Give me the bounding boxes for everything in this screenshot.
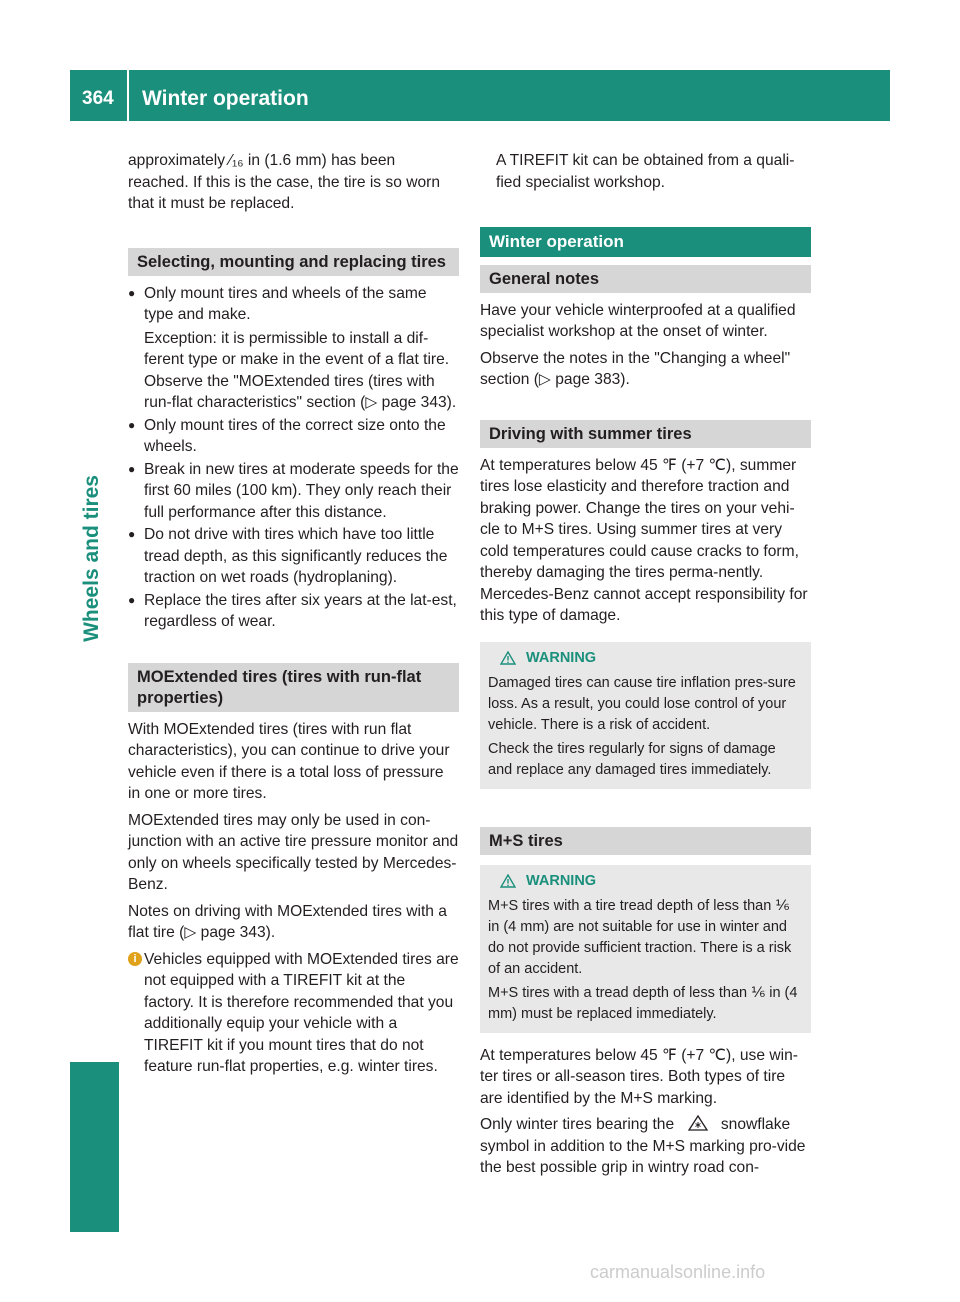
selecting-list [128, 283, 459, 633]
left-column [128, 150, 459, 1078]
info-icon: i [128, 952, 142, 966]
side-chapter-label: Wheels and tires [80, 475, 103, 642]
moextended-paragraph-1: With MOExtended tires (tires with run flat characteristics), you can continue to drive your vehicle even if there is a total loss of pressure in one or more tires. [128, 720, 450, 802]
right-column [480, 150, 811, 1184]
bullet-icon: ● [128, 285, 136, 300]
section-heading: Winter operation [480, 227, 811, 257]
page-number: 364 [82, 88, 114, 109]
moextended-paragraph-2: MOExtended tires may only be used in con-junction with an active tire pressure monitor and only on wheels specifically tested by Mercedes-Benz. [128, 811, 459, 893]
ms-tires-heading: M+S tires [480, 827, 811, 855]
list-item: ● Do not drive with tires which have too little tread depth, as this significantly reduces the traction on wet roads (hydroplaning). [128, 526, 448, 586]
watermark: carmanualsonline.info [590, 1262, 766, 1282]
ms-paragraph-2: Only winter tires bearing the snowflake symbol in addition to the M+S marking pro-vide the best possible grip in wintry road con- [480, 1116, 806, 1176]
ms-paragraph-1: At temperatures below 45 ℉ (+7 ℃), use win-ter tires or all-season tires. Both types of tire are identified by the M+S marking. [480, 1046, 798, 1107]
bullet-icon: ● [128, 417, 136, 432]
warning-text: Damaged tires can cause tire inflation pres-sure loss. As a result, you could lose control of your vehicle. There is a risk of accident. [488, 674, 796, 733]
exception-note: Exception: it is permissible to install a dif-ferent type or make in the event of a flat tire. Observe the "MOExtended tires (tires with run-flat characteristics" section (▷ page 343). [144, 329, 457, 411]
summer-paragraph: At temperatures below 45 ℉ (+7 ℃), summer tires lose elasticity and therefore traction and braking power. Change the tires on your vehi-cle to M+S tires. Using summer tires at very cold temperatures could cause cracks to form, thereby damaging the tires perma-nently. Mercedes-Benz cannot accept responsibility for this type of damage. [480, 456, 808, 624]
general-paragraph-2: Observe the notes in the "Changing a wheel" section (▷ page 383). [480, 349, 791, 388]
list-item: ● Break in new tires at moderate speeds for the first 60 miles (100 km). They only reach their full performance after this distance. [128, 460, 459, 521]
warning-text: Check the tires regularly for signs of damage and replace any damaged tires immediately. [488, 740, 776, 778]
list-item: ● Replace the tires after six years at the lat-est, regardless of wear. [128, 591, 457, 630]
general-notes-heading: General notes [480, 265, 811, 293]
header-divider [127, 70, 129, 121]
warning-triangle-icon [500, 651, 516, 665]
side-tab-marker [70, 1062, 119, 1232]
warning-title: WARNING [488, 648, 803, 669]
page-header [70, 70, 890, 121]
bullet-icon: ● [128, 527, 136, 541]
moextended-paragraph-3: Notes on driving with MOExtended tires with a flat tire (▷ page 343). [128, 902, 447, 941]
warning-triangle-icon [500, 874, 516, 888]
bullet-icon: ● [128, 461, 136, 476]
warning-title: WARNING [488, 871, 803, 892]
warning-text: M+S tires with a tire tread depth of less than ⅙ in (4 mm) are not suitable for use in winter and do not provide sufficient traction. There is a risk of an accident. [488, 897, 792, 977]
general-paragraph-1: Have your vehicle winterproofed at a qualified specialist workshop at the onset of winter. [480, 301, 796, 340]
warning-text: M+S tires with a tread depth of less than ⅙ in (4 mm) must be replaced immediately. [488, 984, 798, 1022]
info-text: Vehicles equipped with MOExtended tires are not equipped with a TIREFIT kit at the factory. It is therefore recommended that you additionally equip your vehicle with a TIREFIT kit if you mount tires that do not feature run-flat properties, e.g. winter tires. [144, 950, 459, 1075]
snowflake-mountain-icon [687, 1114, 709, 1132]
moextended-heading: MOExtended tires (tires with run-flat properties) [128, 663, 459, 712]
bullet-icon: ● [128, 592, 136, 607]
tirefit-paragraph: A TIREFIT kit can be obtained from a quali-fied specialist workshop. [496, 152, 795, 191]
info-note [128, 949, 459, 1078]
selecting-heading: Selecting, mounting and replacing tires [128, 248, 459, 276]
list-item: ● Only mount tires and wheels of the same type and make. Exception: it is permissible to install a dif-ferent type or make in the event of a flat tire. Observe the "MOExtended tires (tires with run-flat characteristics" section (▷ page 343). [128, 283, 459, 414]
chapter-title: Winter operation [142, 87, 309, 110]
summer-tires-heading: Driving with summer tires [480, 420, 811, 448]
ms-warning-box [480, 865, 811, 1033]
intro-paragraph: approximately ⁄₁₆ in (1.6 mm) has been reached. If this is the case, the tire is so worn that it must be replaced. [128, 152, 441, 212]
list-item: ● Only mount tires of the correct size onto the wheels. [128, 416, 446, 455]
summer-warning-box [480, 642, 811, 789]
